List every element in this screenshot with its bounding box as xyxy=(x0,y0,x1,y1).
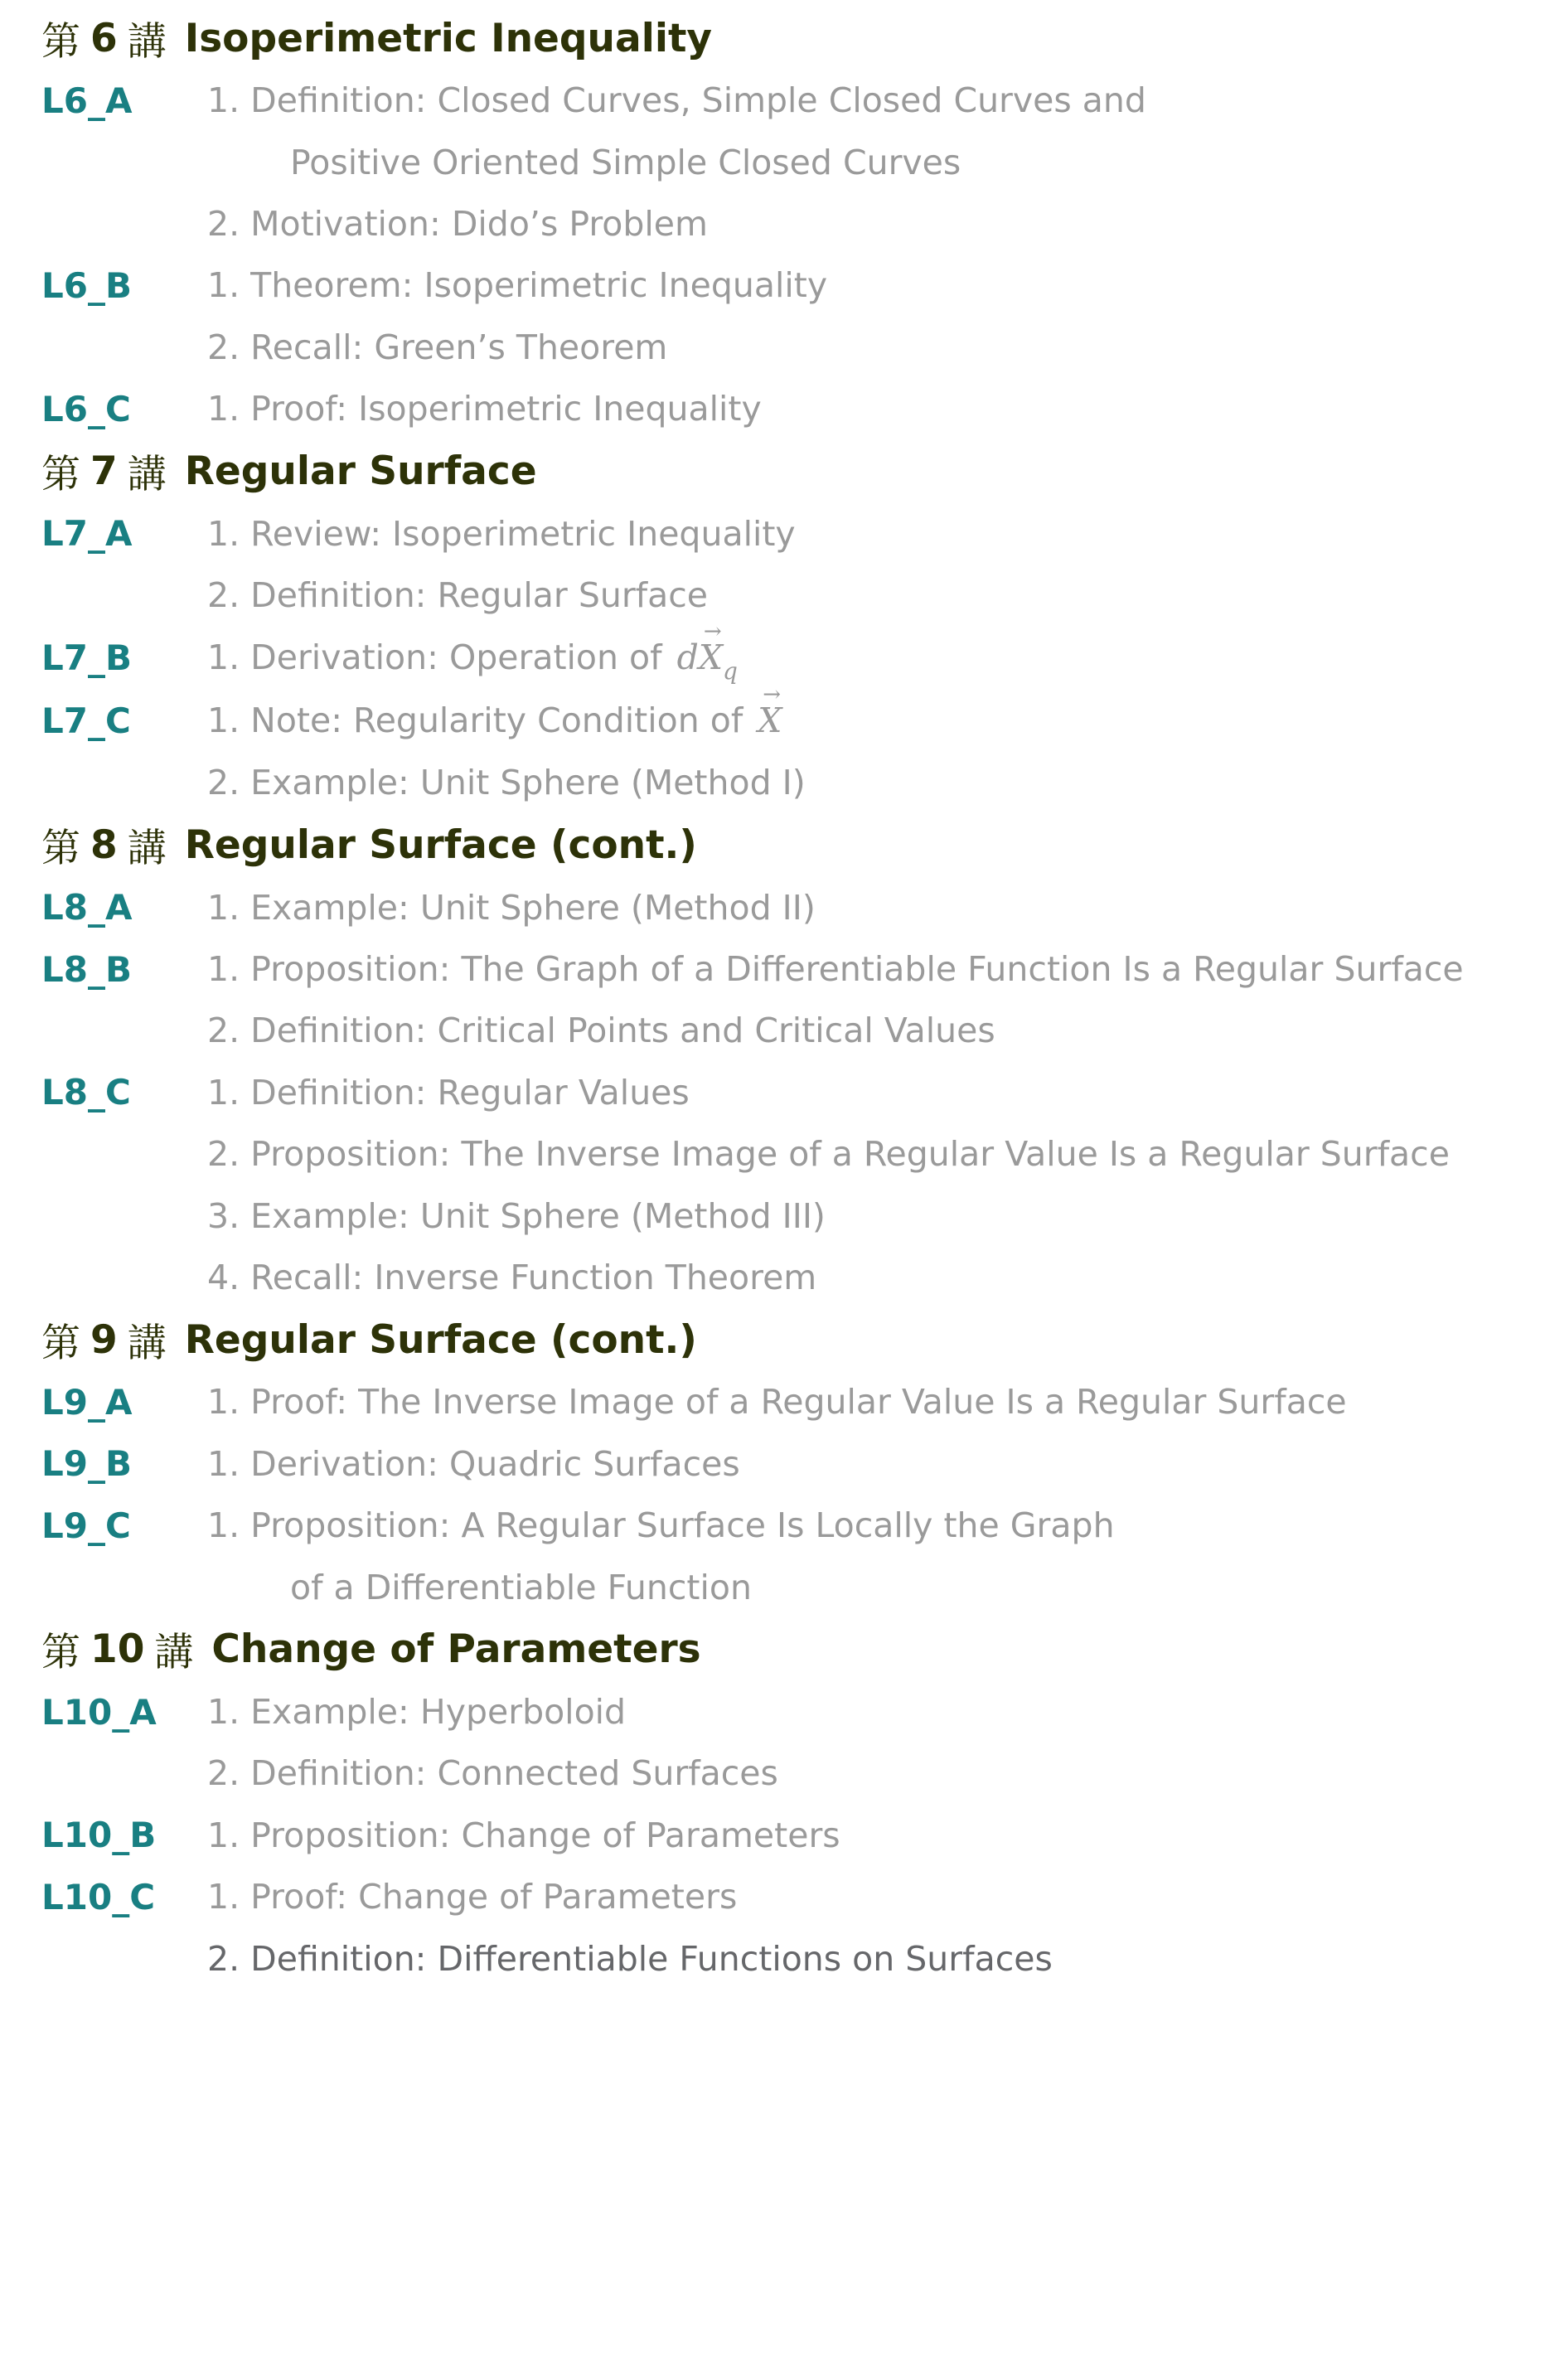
lecture-suffix: 講 xyxy=(154,1630,194,1676)
outline-item xyxy=(207,637,738,686)
section-code[interactable]: L10_C xyxy=(41,1876,156,1917)
outline-item: 1. Example: Unit Sphere (Method II) xyxy=(207,887,816,928)
lecture-prefix: 第 xyxy=(41,18,80,65)
section-code[interactable]: L8_A xyxy=(41,887,133,928)
lecture-outline xyxy=(41,7,1533,1990)
section-code[interactable]: L9_B xyxy=(41,1443,132,1485)
lecture-prefix: 第 xyxy=(41,451,80,497)
lecture-title: Regular Surface xyxy=(184,448,537,494)
outline-row xyxy=(41,193,1533,254)
outline-row xyxy=(41,1743,1533,1804)
section-code[interactable]: L10_B xyxy=(41,1815,157,1856)
section-code[interactable]: L6_B xyxy=(41,264,132,306)
math-d: d xyxy=(676,637,699,678)
section-code[interactable]: L6_C xyxy=(41,388,131,429)
outline-row xyxy=(41,1433,1533,1495)
lecture-number: 9 xyxy=(90,1316,118,1363)
outline-item: 1. Proof: Change of Parameters xyxy=(207,1877,738,1917)
math-subscript: q xyxy=(723,657,738,686)
outline-row xyxy=(41,1371,1533,1432)
outline-item: 3. Example: Unit Sphere (Method III) xyxy=(207,1195,826,1236)
outline-item: 1. Proposition: Change of Parameters xyxy=(207,1815,840,1855)
lecture-suffix: 講 xyxy=(127,18,167,65)
outline-row xyxy=(41,1185,1533,1246)
outline-item: 1. Proposition: The Graph of a Differentiable Function Is a Regular Surface xyxy=(207,949,1464,990)
math-expression xyxy=(758,700,782,740)
section-code[interactable]: L7_A xyxy=(41,513,133,555)
outline-row xyxy=(41,1000,1533,1061)
outline-row xyxy=(41,1247,1533,1308)
outline-row xyxy=(41,254,1533,316)
lecture-suffix: 講 xyxy=(127,451,167,497)
outline-row xyxy=(41,1556,1533,1617)
outline-row xyxy=(41,752,1533,813)
outline-row xyxy=(41,317,1533,378)
outline-row xyxy=(41,938,1533,1000)
outline-item: Positive Oriented Simple Closed Curves xyxy=(290,142,961,182)
outline-item-text: 1. Derivation: Operation of xyxy=(207,637,662,678)
outline-item: 1. Theorem: Isoperimetric Inequality xyxy=(207,265,828,306)
lecture-suffix: 講 xyxy=(127,826,167,872)
section-code[interactable]: L7_C xyxy=(41,700,131,741)
outline-item: 2. Proposition: The Inverse Image of a Regular Value Is a Regular Surface xyxy=(207,1134,1450,1175)
lecture-title: Change of Parameters xyxy=(211,1626,701,1673)
lecture-prefix: 第 xyxy=(41,1630,80,1676)
math-vector-x: → X xyxy=(758,700,782,740)
section-code[interactable]: L8_C xyxy=(41,1072,131,1113)
lecture-number: 10 xyxy=(90,1626,145,1673)
section-code[interactable]: L6_A xyxy=(41,80,133,121)
outline-item: 1. Proof: The Inverse Image of a Regular Value Is a Regular Surface xyxy=(207,1382,1347,1423)
outline-item: 2. Definition: Differentiable Functions on Surfaces xyxy=(207,1938,1053,1979)
outline-item: 2. Definition: Connected Surfaces xyxy=(207,1753,778,1794)
lecture-title: Regular Surface (cont.) xyxy=(184,1316,697,1363)
lecture-7-heading xyxy=(41,439,1533,502)
outline-row xyxy=(41,1123,1533,1185)
math-expression xyxy=(676,637,738,686)
outline-row xyxy=(41,502,1533,564)
lecture-prefix: 第 xyxy=(41,826,80,872)
lecture-title: Isoperimetric Inequality xyxy=(184,15,713,61)
section-code[interactable]: L9_A xyxy=(41,1381,133,1423)
math-vector-x: → X xyxy=(699,637,723,677)
outline-item: 1. Example: Hyperboloid xyxy=(207,1692,627,1732)
lecture-10-heading xyxy=(41,1618,1533,1681)
outline-row xyxy=(41,1062,1533,1123)
lecture-number: 8 xyxy=(90,822,118,869)
lecture-prefix: 第 xyxy=(41,1320,80,1366)
outline-item: 2. Recall: Green’s Theorem xyxy=(207,327,668,367)
lecture-number: 7 xyxy=(90,448,118,494)
lecture-6-heading xyxy=(41,7,1533,70)
outline-item: 4. Recall: Inverse Function Theorem xyxy=(207,1258,817,1298)
outline-row xyxy=(41,378,1533,439)
outline-row xyxy=(41,1866,1533,1927)
outline-item: 1. Proposition: A Regular Surface Is Locally the Graph xyxy=(207,1505,1115,1546)
lecture-suffix: 講 xyxy=(127,1320,167,1366)
outline-item: 1. Derivation: Quadric Surfaces xyxy=(207,1443,740,1484)
section-code[interactable]: L9_C xyxy=(41,1505,131,1546)
outline-item: 2. Definition: Regular Surface xyxy=(207,574,709,615)
outline-row xyxy=(41,1805,1533,1866)
outline-row xyxy=(41,131,1533,192)
section-code[interactable]: L8_B xyxy=(41,948,132,990)
outline-row xyxy=(41,70,1533,131)
outline-row xyxy=(41,689,1533,752)
outline-row xyxy=(41,626,1533,689)
section-code[interactable]: L10_A xyxy=(41,1691,157,1733)
outline-row xyxy=(41,877,1533,938)
outline-item: 2. Example: Unit Sphere (Method I) xyxy=(207,763,806,803)
outline-item-text: 1. Note: Regularity Condition of xyxy=(207,700,743,741)
outline-row xyxy=(41,565,1533,626)
outline-item: 1. Review: Isoperimetric Inequality xyxy=(207,513,796,554)
lecture-8-heading xyxy=(41,814,1533,877)
outline-item: 1. Definition: Closed Curves, Simple Closed Curves and xyxy=(207,80,1146,121)
outline-row xyxy=(41,1681,1533,1743)
outline-item: 2. Definition: Critical Points and Critical Values xyxy=(207,1011,995,1051)
outline-item: 2. Motivation: Dido’s Problem xyxy=(207,203,708,244)
lecture-title: Regular Surface (cont.) xyxy=(184,822,697,869)
outline-row xyxy=(41,1927,1533,1989)
outline-row xyxy=(41,1495,1533,1556)
outline-item xyxy=(207,700,782,740)
outline-item: 1. Definition: Regular Values xyxy=(207,1072,690,1112)
outline-item: of a Differentiable Function xyxy=(290,1567,752,1607)
section-code[interactable]: L7_B xyxy=(41,637,132,678)
lecture-number: 6 xyxy=(90,15,118,61)
lecture-9-heading xyxy=(41,1308,1533,1371)
outline-item: 1. Proof: Isoperimetric Inequality xyxy=(207,389,762,429)
